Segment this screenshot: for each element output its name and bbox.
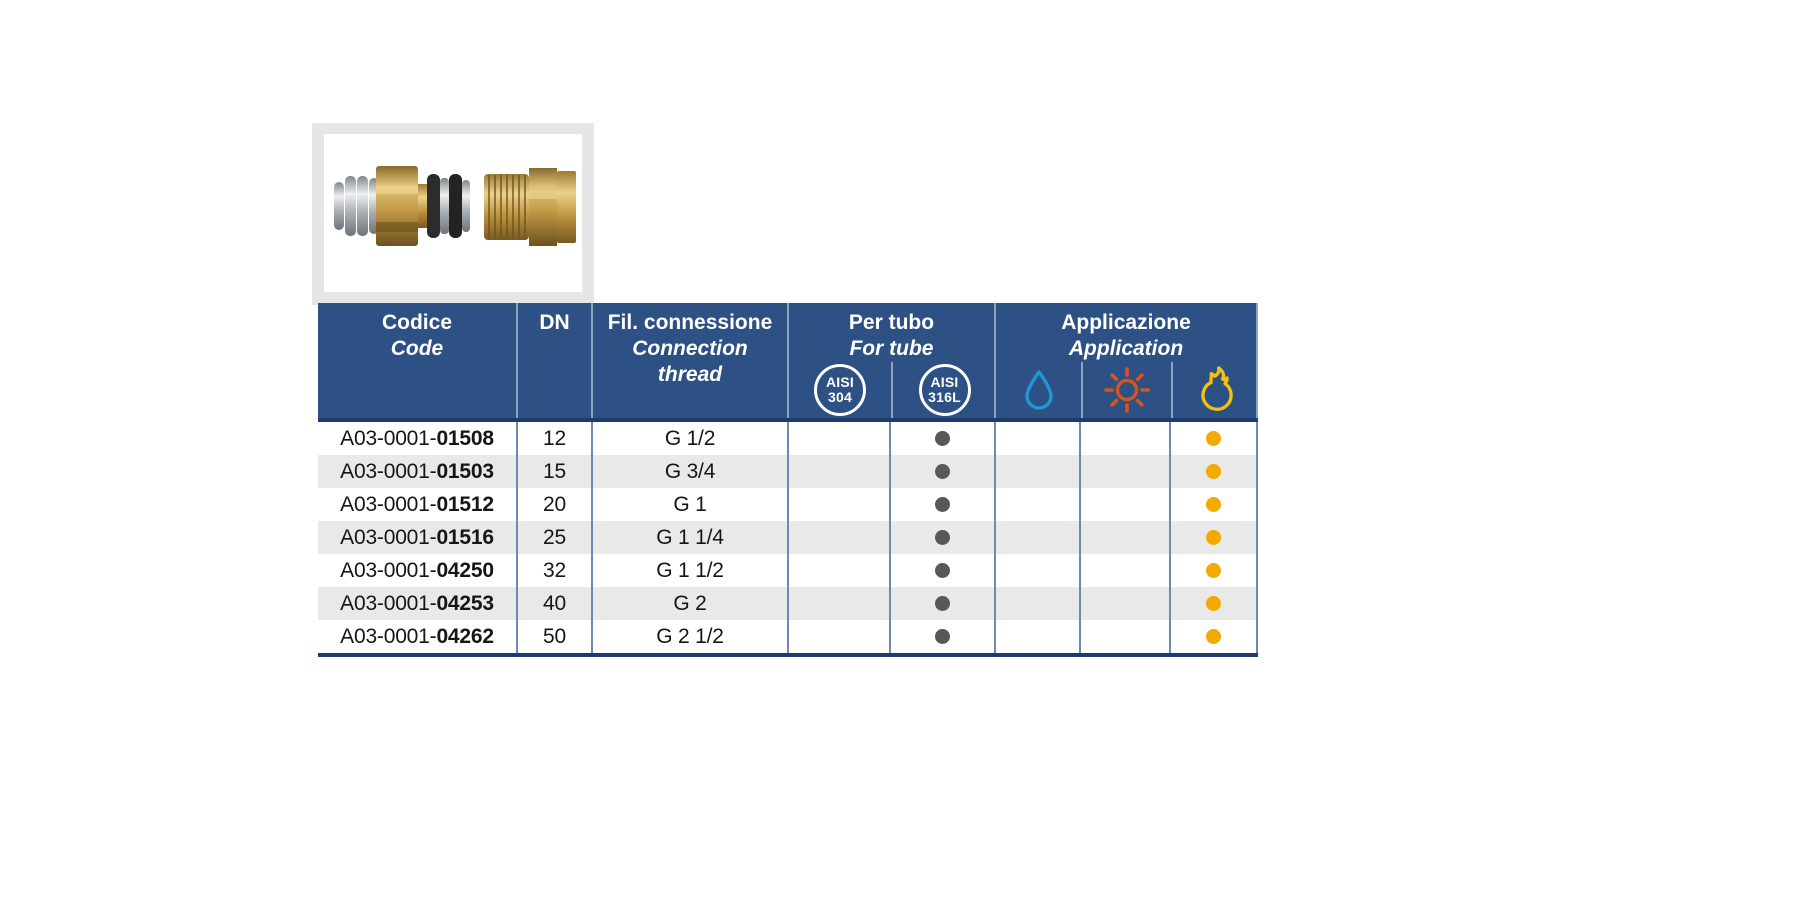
fire-dot xyxy=(1206,629,1221,644)
aisi-316l-cell xyxy=(889,422,994,455)
flame-icon xyxy=(1192,365,1242,415)
fire-dot xyxy=(1206,464,1221,479)
dn-cell: 12 xyxy=(516,422,591,455)
header-group-per-tubo xyxy=(787,303,994,418)
aisi-316l-cell xyxy=(889,521,994,554)
dn-cell: 20 xyxy=(516,488,591,521)
fitting-illustration xyxy=(324,134,582,292)
table-row xyxy=(318,554,1258,587)
app-fire-cell xyxy=(1169,521,1258,554)
thread-cell: G 1/2 xyxy=(591,422,787,455)
dn-cell: 25 xyxy=(516,521,591,554)
code-prefix: A03-0001- xyxy=(340,591,437,615)
code-suffix: 01508 xyxy=(436,426,494,450)
thread-cell: G 1 1/2 xyxy=(591,554,787,587)
app-water-cell xyxy=(994,620,1079,653)
aisi-304-cell xyxy=(787,488,889,521)
thread-cell: G 3/4 xyxy=(591,455,787,488)
app-water-cell xyxy=(994,488,1079,521)
aisi-316l-text-bottom: 316L xyxy=(928,389,961,405)
app-fire-cell xyxy=(1169,455,1258,488)
code-prefix: A03-0001- xyxy=(340,525,437,549)
app-sun-cell xyxy=(1079,587,1169,620)
thread-cell: G 1 1/4 xyxy=(591,521,787,554)
table-row xyxy=(318,455,1258,488)
aisi-316l-cell xyxy=(889,488,994,521)
aisi-316l-cell xyxy=(889,455,994,488)
code-prefix: A03-0001- xyxy=(340,426,437,450)
aisi-316l-dot xyxy=(935,629,950,644)
aisi-316l-dot xyxy=(935,431,950,446)
right-fitting xyxy=(484,168,576,246)
app-water-cell xyxy=(994,554,1079,587)
app-water-cell xyxy=(994,455,1079,488)
code-cell xyxy=(318,587,516,620)
thread-cell: G 1 xyxy=(591,488,787,521)
header-cell-connection-thread xyxy=(591,303,787,418)
dn-cell: 15 xyxy=(516,455,591,488)
for-tube-label: For tube xyxy=(849,337,934,360)
aisi-316l-dot xyxy=(935,596,950,611)
table-header xyxy=(318,303,1258,422)
thread-cell: G 2 xyxy=(591,587,787,620)
app-fire-cell xyxy=(1169,587,1258,620)
dn-label: DN xyxy=(539,311,570,334)
app-sun-cell xyxy=(1079,488,1169,521)
fire-dot xyxy=(1206,563,1221,578)
aisi-316l-dot xyxy=(935,563,950,578)
water-drop-icon xyxy=(1023,369,1055,411)
app-fire-cell xyxy=(1169,554,1258,587)
aisi-304-cell xyxy=(787,422,889,455)
code-cell xyxy=(318,620,516,653)
header-subcell-aisi-316l xyxy=(891,362,996,418)
aisi-316l-dot xyxy=(935,530,950,545)
aisi-316l-dot xyxy=(935,464,950,479)
code-cell xyxy=(318,455,516,488)
aisi-304-cell xyxy=(787,587,889,620)
fire-dot xyxy=(1206,497,1221,512)
code-suffix: 01516 xyxy=(436,525,494,549)
table-row xyxy=(318,587,1258,620)
header-subcell-aisi-304 xyxy=(789,362,891,418)
fil-connessione-label: Fil. connessione xyxy=(607,311,773,334)
dn-cell: 50 xyxy=(516,620,591,653)
code-cell xyxy=(318,488,516,521)
header-subcell-fire xyxy=(1171,362,1260,418)
catalog-table xyxy=(318,303,1258,657)
code-prefix: A03-0001- xyxy=(340,492,437,516)
code-cell xyxy=(318,521,516,554)
aisi-304-cell xyxy=(787,620,889,653)
code-suffix: 01512 xyxy=(436,492,494,516)
header-group-applicazione xyxy=(994,303,1258,418)
aisi-316l-text-top: AISI xyxy=(930,374,959,390)
product-photo xyxy=(324,134,582,292)
code-cell xyxy=(318,554,516,587)
app-sun-cell xyxy=(1079,422,1169,455)
table-row xyxy=(318,422,1258,455)
code-cell xyxy=(318,422,516,455)
app-fire-cell xyxy=(1169,488,1258,521)
aisi-316l-cell xyxy=(889,554,994,587)
app-fire-cell xyxy=(1169,422,1258,455)
aisi-304-text-top: AISI xyxy=(825,374,855,390)
header-cell-dn xyxy=(516,303,591,418)
thread-cell: G 2 1/2 xyxy=(591,620,787,653)
aisi-304-text-bottom: 304 xyxy=(828,389,852,405)
application-label: Application xyxy=(1068,337,1184,360)
table-row xyxy=(318,521,1258,554)
per-tubo-label: Per tubo xyxy=(848,311,935,334)
aisi-304-cell xyxy=(787,554,889,587)
connection-label: Connection xyxy=(632,337,748,360)
aisi-304-badge-icon xyxy=(814,364,866,416)
code-suffix: 01503 xyxy=(436,459,494,483)
aisi-316l-dot xyxy=(935,497,950,512)
applicazione-label: Applicazione xyxy=(1061,311,1191,334)
aisi-316l-badge-icon xyxy=(919,364,971,416)
app-water-cell xyxy=(994,422,1079,455)
code-prefix: A03-0001- xyxy=(340,624,437,648)
app-fire-cell xyxy=(1169,620,1258,653)
table-row xyxy=(318,488,1258,521)
code-suffix: 04253 xyxy=(436,591,494,615)
fire-dot xyxy=(1206,431,1221,446)
app-sun-cell xyxy=(1079,620,1169,653)
table-body xyxy=(318,422,1258,657)
header-cell-codice xyxy=(318,303,516,418)
code-prefix: A03-0001- xyxy=(340,459,437,483)
app-water-cell xyxy=(994,587,1079,620)
aisi-304-cell xyxy=(787,455,889,488)
aisi-316l-cell xyxy=(889,620,994,653)
code-suffix: 04262 xyxy=(436,624,494,648)
app-sun-cell xyxy=(1079,521,1169,554)
app-sun-cell xyxy=(1079,455,1169,488)
thread-label: thread xyxy=(657,363,723,386)
table-row xyxy=(318,620,1258,653)
header-subcell-sun xyxy=(1081,362,1171,418)
product-photo-frame xyxy=(312,123,594,305)
fire-dot xyxy=(1206,596,1221,611)
dn-cell: 32 xyxy=(516,554,591,587)
app-sun-cell xyxy=(1079,554,1169,587)
aisi-316l-cell xyxy=(889,587,994,620)
header-subcell-water xyxy=(996,362,1081,418)
app-water-cell xyxy=(994,521,1079,554)
code-label: Code xyxy=(390,337,444,360)
fire-dot xyxy=(1206,530,1221,545)
dn-cell: 40 xyxy=(516,587,591,620)
code-suffix: 04250 xyxy=(436,558,494,582)
left-fitting xyxy=(334,166,470,246)
aisi-304-cell xyxy=(787,521,889,554)
code-prefix: A03-0001- xyxy=(340,558,437,582)
sun-icon xyxy=(1103,366,1151,414)
codice-label: Codice xyxy=(381,311,452,334)
